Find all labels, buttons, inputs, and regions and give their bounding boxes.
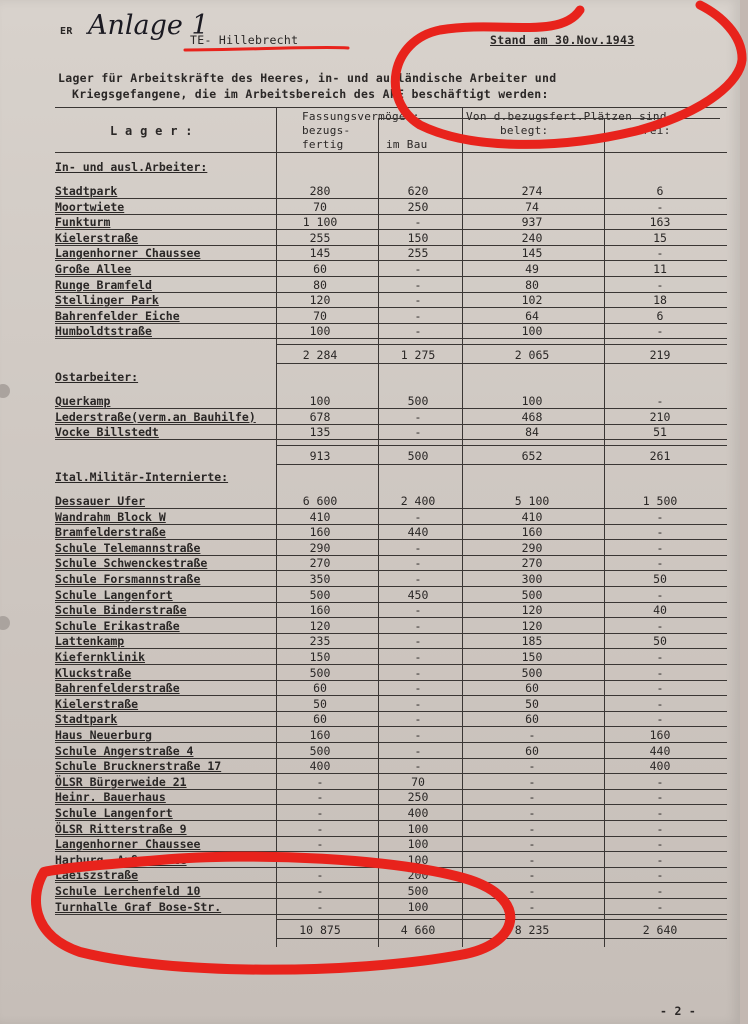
table-cell-value: - <box>528 728 536 742</box>
table-row-lager-name: Dessauer Ufer <box>55 494 146 508</box>
section-title: Ostarbeiter: <box>55 370 139 384</box>
table-cell-value: 60 <box>313 262 327 276</box>
table-cell-value: - <box>656 806 664 820</box>
table-cell-value: 620 <box>407 184 429 198</box>
section-total-value: 2 284 <box>302 348 338 362</box>
table-cell-value: - <box>414 215 422 230</box>
table-cell-value: 60 <box>313 712 327 727</box>
table-cell-value: 100 <box>407 837 429 852</box>
table-cell-value: - <box>414 308 422 323</box>
table-cell-value: - <box>414 681 422 696</box>
red-circle-bottom-left <box>36 857 510 970</box>
table-cell-value: 64 <box>525 308 539 323</box>
table-row-lager-name: Kielerstraße <box>55 696 139 711</box>
table-cell-value: - <box>656 696 664 711</box>
table-cell-value: 160 <box>309 525 331 540</box>
table-cell-value: - <box>528 899 536 914</box>
table-cell-value: 80 <box>313 277 327 292</box>
table-cell-value: - <box>656 618 664 633</box>
table-cell-value: 500 <box>309 587 331 602</box>
table-row-lager-name: Turnhalle Graf Bose-Str. <box>55 899 222 914</box>
table-row-lager-name: Schule Angerstraße 4 <box>55 743 194 758</box>
table-cell-value: 6 <box>656 308 664 323</box>
table-row-lager-name: Stadtpark <box>55 712 118 727</box>
table-cell-value: - <box>316 852 324 867</box>
table-cell-value: - <box>414 262 422 276</box>
table-cell-value: 160 <box>521 525 543 540</box>
table-row-lager-name: Runge Bramfeld <box>55 277 152 292</box>
table-cell-value: 410 <box>309 509 331 524</box>
table-cell-value: 80 <box>525 277 539 292</box>
table-cell-value: 160 <box>649 728 671 742</box>
table-row-lager-name: Stadtpark <box>55 184 118 198</box>
table-cell-value: 500 <box>309 665 331 680</box>
table-cell-value: 70 <box>313 308 327 323</box>
table-cell-value: - <box>656 525 664 540</box>
table-cell-value: - <box>528 868 536 883</box>
table-cell-value: 937 <box>521 215 543 230</box>
table-cell-value: 255 <box>309 230 331 245</box>
section-total-value: 261 <box>649 448 671 463</box>
table-cell-value: 678 <box>309 409 331 424</box>
table-cell-value: - <box>414 409 422 424</box>
table-cell-value: - <box>414 540 422 555</box>
table-cell-value: - <box>656 246 664 261</box>
table-cell-value: 120 <box>521 603 543 618</box>
table-cell-value: - <box>414 696 422 711</box>
table-cell-value: 500 <box>521 587 543 602</box>
table-cell-value: - <box>414 572 422 586</box>
table-cell-value: 60 <box>525 681 539 696</box>
table-cell-value: - <box>656 712 664 727</box>
table-cell-value: - <box>414 728 422 742</box>
table-cell-value: 280 <box>309 184 331 198</box>
table-cell-value: - <box>414 759 422 774</box>
red-underline-mark <box>185 47 348 50</box>
table-row-lager-name: Wandrahm Block W <box>55 509 166 524</box>
table-cell-value: 11 <box>653 262 667 276</box>
table-cell-value: - <box>656 587 664 602</box>
table-cell-value: 240 <box>521 230 543 245</box>
table-row-lager-name: Langenhorner Chaussee <box>55 246 201 261</box>
table-cell-value: 274 <box>521 184 543 198</box>
table-cell-value: 70 <box>411 774 425 789</box>
table-row-lager-name: Funkturm <box>55 215 111 230</box>
table-cell-value: 120 <box>521 618 543 633</box>
table-cell-value: 49 <box>525 262 539 276</box>
table-cell-value: 160 <box>309 728 331 742</box>
table-cell-value: - <box>316 837 324 852</box>
table-row-lager-name: Langenhorner Chaussee <box>55 837 201 852</box>
table-cell-value: 50 <box>653 572 667 586</box>
table-row-lager-name: Kiefernklinik <box>55 650 146 664</box>
table-cell-value: - <box>414 603 422 618</box>
intro-line-1: Lager für Arbeitskräfte des Heeres, in- und ausländische Arbeiter und <box>58 71 557 85</box>
table-row-lager-name: Humboldtstraße <box>55 324 152 339</box>
table-cell-value: 150 <box>521 650 543 664</box>
table-row-lager-name: Kluckstraße <box>55 665 132 680</box>
table-cell-value: 100 <box>407 821 429 836</box>
table-cell-value: - <box>656 884 664 898</box>
table-cell-value: - <box>656 199 664 214</box>
table-cell-value: 250 <box>407 790 429 805</box>
table-cell-value: - <box>414 324 422 339</box>
table-cell-value: 50 <box>653 634 667 649</box>
table-cell-value: - <box>316 884 324 898</box>
table-cell-value: - <box>656 540 664 555</box>
reference-code: ER <box>60 26 73 37</box>
table-cell-value: - <box>528 790 536 805</box>
table-cell-value: 400 <box>309 759 331 774</box>
table-row-lager-name: Bramfelderstraße <box>55 525 166 540</box>
table-row-lager-name: Schule Brucknerstraße 17 <box>55 759 222 774</box>
intro-line-2: Kriegsgefangene, die im Arbeitsbereich des AkE beschäftigt werden: <box>72 87 549 101</box>
table-cell-value: 160 <box>309 603 331 618</box>
table-row-lager-name: Schule Langenfort <box>55 806 173 820</box>
table-cell-value: 50 <box>525 696 539 711</box>
table-cell-value: 150 <box>309 650 331 664</box>
column-header-ready-2: fertig <box>302 138 344 151</box>
table-row-lager-name: Große Allee <box>55 262 132 276</box>
table-cell-value: 40 <box>653 603 667 618</box>
table-cell-value: 60 <box>525 743 539 758</box>
table-cell-value: - <box>414 712 422 727</box>
section-total-value: 2 065 <box>514 348 550 362</box>
table-row-lager-name: Lederstraße(verm.an Bauhilfe) <box>55 409 256 424</box>
table-cell-value: 500 <box>521 665 543 680</box>
table-row-lager-name: Stellinger Park <box>55 293 159 308</box>
table-cell-value: 100 <box>309 324 331 339</box>
table-cell-value: - <box>656 821 664 836</box>
section-title: In- und ausl.Arbeiter: <box>55 160 208 174</box>
table-cell-value: - <box>414 650 422 664</box>
table-cell-value: 135 <box>309 425 331 440</box>
section-total-value: 4 660 <box>400 923 436 938</box>
table-cell-value: 163 <box>649 215 671 230</box>
table-row-lager-name: Schule Forsmannstraße <box>55 572 201 586</box>
column-header-free: frei: <box>636 124 671 137</box>
table-cell-value: 51 <box>653 425 667 440</box>
table-row-lager-name: Vocke Billstedt <box>55 425 159 440</box>
table-cell-value: 100 <box>309 394 331 408</box>
table-cell-value: - <box>528 852 536 867</box>
column-header-building: im Bau <box>386 138 428 151</box>
section-total-value: 10 875 <box>299 923 341 938</box>
table-cell-value: - <box>414 634 422 649</box>
table-cell-value: 102 <box>521 293 543 308</box>
table-cell-value: 440 <box>649 743 671 758</box>
table-row-lager-name: Schule Schwenckestraße <box>55 556 208 571</box>
table-cell-value: - <box>656 899 664 914</box>
table-cell-value: 74 <box>525 199 539 214</box>
table-cell-value: 120 <box>309 293 331 308</box>
column-header-ready-1: bezugs- <box>302 124 351 137</box>
table-cell-value: - <box>316 821 324 836</box>
table-row-lager-name: Bahrenfelder Eiche <box>55 308 180 323</box>
section-total-value: 8 235 <box>514 923 550 938</box>
table-cell-value: 250 <box>407 199 429 214</box>
table-cell-value: - <box>656 509 664 524</box>
table-cell-value: 290 <box>521 540 543 555</box>
table-cell-value: 145 <box>521 246 543 261</box>
table-row-lager-name: Schule Erikastraße <box>55 618 180 633</box>
table-cell-value: - <box>414 665 422 680</box>
table-cell-value: - <box>528 837 536 852</box>
table-cell-value: 270 <box>309 556 331 571</box>
table-row-lager-name: Schule Lerchenfeld 10 <box>55 884 201 898</box>
table-cell-value: - <box>528 774 536 789</box>
table-cell-value: 60 <box>313 681 327 696</box>
table-row-lager-name: ÖLSR Ritterstraße 9 <box>55 821 187 836</box>
table-cell-value: 450 <box>407 587 429 602</box>
table-row-lager-name: Schule Telemannstraße <box>55 540 201 555</box>
section-total-value: 1 275 <box>400 348 436 362</box>
section-total-value: 2 640 <box>642 923 678 938</box>
table-cell-value: 6 600 <box>302 494 338 508</box>
table-cell-value: 400 <box>649 759 671 774</box>
table-cell-value: 500 <box>309 743 331 758</box>
table-cell-value: - <box>414 618 422 633</box>
table-cell-value: 100 <box>407 899 429 914</box>
table-cell-value: - <box>656 681 664 696</box>
table-cell-value: - <box>316 774 324 789</box>
table-cell-value: 5 100 <box>514 494 550 508</box>
table-cell-value: 500 <box>407 394 429 408</box>
table-cell-value: - <box>528 806 536 820</box>
table-cell-value: - <box>656 556 664 571</box>
date-line: Stand am 30.Nov.1943 <box>490 33 635 47</box>
table-cell-value: - <box>414 425 422 440</box>
column-header-capacity: Fassungsvermögen: <box>302 110 420 123</box>
table-cell-value: 50 <box>313 696 327 711</box>
table-cell-value: 300 <box>521 572 543 586</box>
table-cell-value: - <box>656 852 664 867</box>
table-cell-value: 100 <box>521 324 543 339</box>
section-total-value: 652 <box>521 448 543 463</box>
section-total-value: 500 <box>407 448 429 463</box>
table-cell-value: 84 <box>525 425 539 440</box>
table-cell-value: 100 <box>521 394 543 408</box>
table-cell-value: 210 <box>649 409 671 424</box>
column-header-places: Von d.bezugsfert.Plätzen sind <box>466 110 667 123</box>
table-cell-value: - <box>316 899 324 914</box>
table-cell-value: - <box>414 293 422 308</box>
table-cell-value: - <box>656 774 664 789</box>
table-cell-value: 185 <box>521 634 543 649</box>
table-row-lager-name: Heinr. Bauerhaus <box>55 790 166 805</box>
table-cell-value: 100 <box>407 852 429 867</box>
section-total-value: 913 <box>309 448 331 463</box>
table-cell-value: 200 <box>407 868 429 883</box>
table-row-lager-name: Harburg, Außenmühle <box>55 852 187 867</box>
table-cell-value: - <box>316 790 324 805</box>
recipient-line: TE- Hillebrecht <box>190 33 299 47</box>
table-row-lager-name: Laeiszstraße <box>55 868 139 883</box>
table-cell-value: - <box>656 790 664 805</box>
table-cell-value: - <box>656 394 664 408</box>
table-cell-value: 440 <box>407 525 429 540</box>
table-row-lager-name: ÖLSR Bürgerweide 21 <box>55 774 187 789</box>
table-cell-value: 2 400 <box>400 494 436 508</box>
table-cell-value: - <box>656 868 664 883</box>
table-cell-value: - <box>656 665 664 680</box>
column-header-occupied: belegt: <box>500 124 549 137</box>
table-cell-value: - <box>528 759 536 774</box>
column-header-lager: L a g e r : <box>110 124 193 138</box>
table-cell-value: - <box>316 868 324 883</box>
page-number: - 2 - <box>660 1004 697 1018</box>
table-cell-value: 60 <box>525 712 539 727</box>
table-cell-value: 500 <box>407 884 429 898</box>
table-cell-value: 18 <box>653 293 667 308</box>
table-cell-value: 400 <box>407 806 429 820</box>
table-row-lager-name: Haus Neuerburg <box>55 728 152 742</box>
red-circle-top-right <box>395 5 742 144</box>
table-row-lager-name: Lattenkamp <box>55 634 125 649</box>
table-cell-value: - <box>414 556 422 571</box>
table-cell-value: 1 100 <box>302 215 338 230</box>
table-row-lager-name: Moortwiete <box>55 199 125 214</box>
table-cell-value: - <box>656 324 664 339</box>
table-cell-value: - <box>414 509 422 524</box>
table-cell-value: 255 <box>407 246 429 261</box>
table-row-lager-name: Schule Langenfort <box>55 587 173 602</box>
table-cell-value: 120 <box>309 618 331 633</box>
section-total-value: 219 <box>649 348 671 362</box>
section-title: Ital.Militär-Internierte: <box>55 470 229 484</box>
table-cell-value: 1 500 <box>642 494 678 508</box>
table-row-lager-name: Schule Binderstraße <box>55 603 187 618</box>
table-cell-value: 410 <box>521 509 543 524</box>
table-cell-value: - <box>414 743 422 758</box>
table-cell-value: - <box>656 650 664 664</box>
table-cell-value: 15 <box>653 230 667 245</box>
table-cell-value: - <box>528 821 536 836</box>
table-cell-value: 468 <box>521 409 543 424</box>
table-row-lager-name: Bahrenfelderstraße <box>55 681 180 696</box>
table-cell-value: - <box>656 837 664 852</box>
table-row-lager-name: Querkamp <box>55 394 111 408</box>
table-cell-value: 350 <box>309 572 331 586</box>
table-cell-value: - <box>316 806 324 820</box>
table-cell-value: - <box>656 277 664 292</box>
table-cell-value: 150 <box>407 230 429 245</box>
handwritten-annex-note: Anlage 1 <box>88 10 209 41</box>
table-cell-value: 70 <box>313 199 327 214</box>
table-cell-value: 6 <box>656 184 664 198</box>
table-cell-value: 235 <box>309 634 331 649</box>
table-cell-value: 145 <box>309 246 331 261</box>
table-row-lager-name: Kielerstraße <box>55 230 139 245</box>
table-cell-value: 270 <box>521 556 543 571</box>
table-cell-value: - <box>414 277 422 292</box>
table-cell-value: 290 <box>309 540 331 555</box>
table-cell-value: - <box>528 884 536 898</box>
